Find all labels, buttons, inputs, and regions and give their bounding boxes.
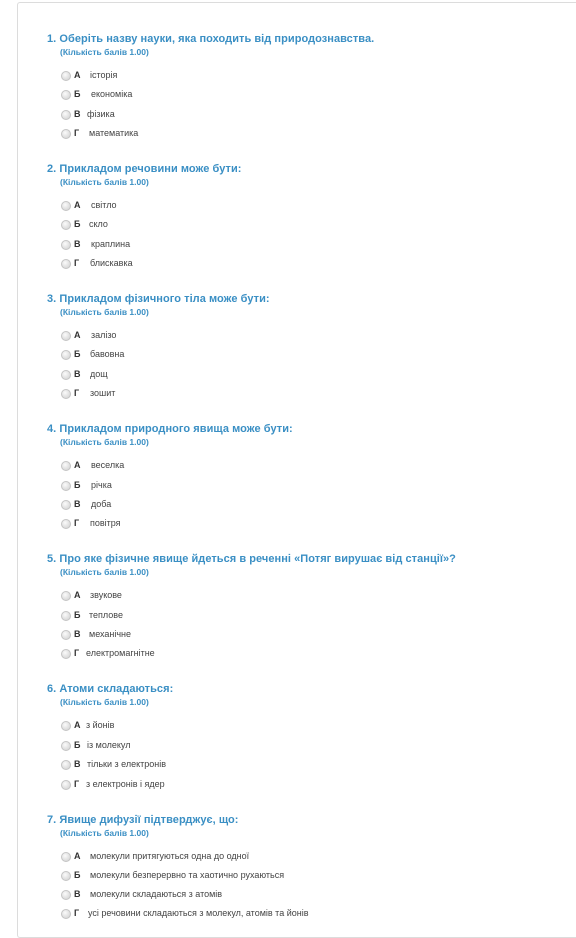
radio-button[interactable] <box>61 890 71 900</box>
radio-button[interactable] <box>61 71 71 81</box>
radio-button[interactable] <box>61 331 71 341</box>
option-label: повітря <box>90 518 121 528</box>
option-q5-c[interactable] <box>61 629 541 645</box>
option-label: електромагнітне <box>86 648 155 658</box>
option-letter: В <box>74 759 81 769</box>
radio-button[interactable] <box>61 630 71 640</box>
option-letter: Г <box>74 648 80 658</box>
radio-button[interactable] <box>61 760 71 770</box>
option-label: з електронів і ядер <box>86 779 165 789</box>
option-label: блискавка <box>90 258 133 268</box>
option-label: молекули безперервно та хаотично рухаються <box>90 870 285 880</box>
option-letter: А <box>74 720 81 730</box>
option-label: бавовна <box>90 349 125 359</box>
option-q3-c[interactable] <box>61 369 541 385</box>
option-q1-a[interactable] <box>61 70 541 86</box>
radio-button[interactable] <box>61 350 71 360</box>
option-q3-d[interactable] <box>61 388 541 404</box>
option-label: дощ <box>90 369 108 379</box>
option-label: веселка <box>91 460 125 470</box>
question-points: (Кількість балів 1.00) <box>60 177 149 187</box>
option-label: теплове <box>89 610 123 620</box>
question-points: (Кількість балів 1.00) <box>60 567 149 577</box>
option-q4-a[interactable] <box>61 460 541 476</box>
option-q2-c[interactable] <box>61 239 541 255</box>
question-points: (Кількість балів 1.00) <box>60 47 149 57</box>
option-letter: В <box>74 499 81 509</box>
option-q4-b[interactable] <box>61 480 541 496</box>
option-letter: Б <box>74 870 81 880</box>
radio-button[interactable] <box>61 370 71 380</box>
radio-button[interactable] <box>61 500 71 510</box>
option-label: молекули складаються з атомів <box>90 889 223 899</box>
option-label: річка <box>91 480 112 490</box>
radio-button[interactable] <box>61 721 71 731</box>
radio-button[interactable] <box>61 591 71 601</box>
option-q6-d[interactable] <box>61 779 541 795</box>
option-letter: А <box>74 70 81 80</box>
radio-button[interactable] <box>61 741 71 751</box>
radio-button[interactable] <box>61 201 71 211</box>
option-letter: Г <box>74 258 80 268</box>
option-label: тільки з електронів <box>87 759 167 769</box>
quiz-panel <box>17 2 576 938</box>
option-letter: Б <box>74 349 81 359</box>
option-label: фізика <box>87 109 115 119</box>
option-label: усі речовини складаються з молекул, атомів та йонів <box>88 908 309 918</box>
option-label: скло <box>89 219 108 229</box>
question-points: (Кількість балів 1.00) <box>60 307 149 317</box>
radio-button[interactable] <box>61 611 71 621</box>
option-letter: Б <box>74 740 81 750</box>
question-title: 5. Про яке фізичне явище йдеться в реченні «Потяг вирушає від станції»? <box>47 553 456 565</box>
option-letter: Г <box>74 388 80 398</box>
option-letter: Г <box>74 128 80 138</box>
option-label: краплина <box>91 239 131 249</box>
option-letter: А <box>74 851 81 861</box>
question-title: 2. Прикладом речовини може бути: <box>47 163 242 175</box>
option-letter: Б <box>74 219 81 229</box>
option-label: молекули притягуються одна до одної <box>90 851 250 861</box>
option-q1-c[interactable] <box>61 109 541 125</box>
option-label: звукове <box>90 590 122 600</box>
option-label: історія <box>90 70 118 80</box>
option-label: з йонів <box>86 720 115 730</box>
option-letter: В <box>74 369 81 379</box>
option-q5-b[interactable] <box>61 610 541 626</box>
radio-button[interactable] <box>61 780 71 790</box>
option-letter: Г <box>74 518 80 528</box>
question-points: (Кількість балів 1.00) <box>60 437 149 447</box>
radio-button[interactable] <box>61 481 71 491</box>
option-q7-a[interactable] <box>61 851 541 867</box>
question-title: 7. Явище дифузії підтверджує, що: <box>47 814 239 826</box>
radio-button[interactable] <box>61 389 71 399</box>
option-q3-b[interactable] <box>61 349 541 365</box>
option-letter: Б <box>74 610 81 620</box>
option-q3-a[interactable] <box>61 330 541 346</box>
option-letter: В <box>74 889 81 899</box>
question-title: 1. Оберіть назву науки, яка походить від природознавства. <box>47 33 375 45</box>
radio-button[interactable] <box>61 129 71 139</box>
radio-button[interactable] <box>61 240 71 250</box>
question-title: 6. Атоми складаються: <box>47 683 174 695</box>
option-letter: Г <box>74 908 80 918</box>
option-label: зошит <box>90 388 116 398</box>
option-letter: А <box>74 200 81 210</box>
radio-button[interactable] <box>61 90 71 100</box>
option-label: математика <box>89 128 139 138</box>
option-label: світло <box>91 200 117 210</box>
option-q4-d[interactable] <box>61 518 541 534</box>
option-q6-c[interactable] <box>61 759 541 775</box>
radio-button[interactable] <box>61 220 71 230</box>
option-letter: В <box>74 109 81 119</box>
option-q2-d[interactable] <box>61 258 541 274</box>
question-title: 3. Прикладом фізичного тіла може бути: <box>47 293 270 305</box>
option-label: механічне <box>89 629 132 639</box>
radio-button[interactable] <box>61 461 71 471</box>
option-label: доба <box>91 499 112 509</box>
option-q7-c[interactable] <box>61 889 541 905</box>
option-letter: А <box>74 590 81 600</box>
option-q7-d[interactable] <box>61 908 541 924</box>
option-letter: А <box>74 330 81 340</box>
radio-button[interactable] <box>61 259 71 269</box>
option-q5-d[interactable] <box>61 648 541 664</box>
question-points: (Кількість балів 1.00) <box>60 828 149 838</box>
option-q6-a[interactable] <box>61 720 541 736</box>
option-letter: Г <box>74 779 80 789</box>
option-q2-b[interactable] <box>61 219 541 235</box>
option-letter: Б <box>74 89 81 99</box>
radio-button[interactable] <box>61 852 71 862</box>
option-q7-b[interactable] <box>61 870 541 886</box>
option-letter: Б <box>74 480 81 490</box>
option-label: із молекул <box>87 740 131 750</box>
option-q4-c[interactable] <box>61 499 541 515</box>
option-label: економіка <box>91 89 133 99</box>
option-letter: В <box>74 239 81 249</box>
option-q6-b[interactable] <box>61 740 541 756</box>
option-q5-a[interactable] <box>61 590 541 606</box>
radio-button[interactable] <box>61 909 71 919</box>
radio-button[interactable] <box>61 519 71 529</box>
option-q1-b[interactable] <box>61 89 541 105</box>
question-title: 4. Прикладом природного явища може бути: <box>47 423 293 435</box>
option-q2-a[interactable] <box>61 200 541 216</box>
radio-button[interactable] <box>61 871 71 881</box>
radio-button[interactable] <box>61 110 71 120</box>
option-q1-d[interactable] <box>61 128 541 144</box>
question-points: (Кількість балів 1.00) <box>60 697 149 707</box>
option-letter: В <box>74 629 81 639</box>
option-letter: А <box>74 460 81 470</box>
option-label: залізо <box>91 330 117 340</box>
radio-button[interactable] <box>61 649 71 659</box>
